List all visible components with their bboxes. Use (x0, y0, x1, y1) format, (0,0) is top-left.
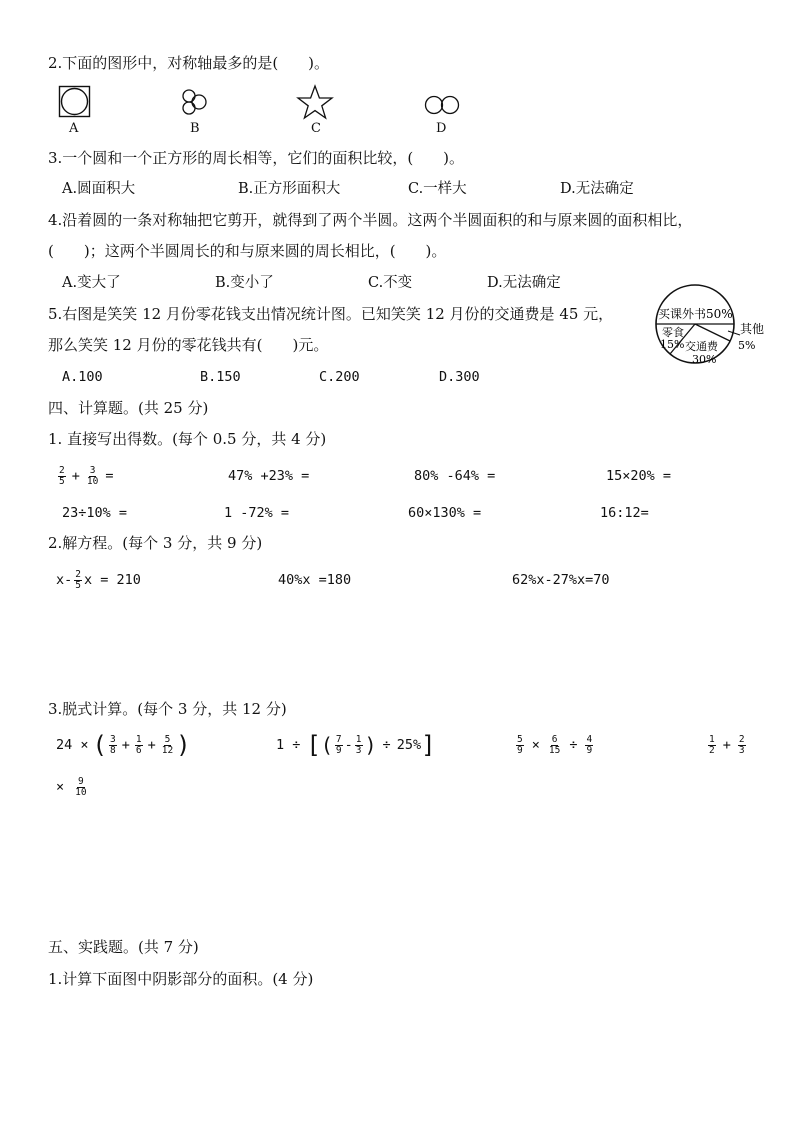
calc-item-8: 16:12= (600, 505, 649, 521)
equation-1-pre: x- (56, 572, 73, 588)
expression-1-lead: 24 × (56, 737, 89, 753)
plus-sign: + (722, 737, 731, 753)
times-sign: × (56, 779, 65, 795)
calc-item-5: 23÷10% = (62, 505, 128, 521)
q4-option-a: A.变大了 (62, 275, 121, 291)
q5-option-d: D.300 (439, 369, 480, 385)
q4-option-b: B.变小了 (215, 275, 274, 291)
q3-option-b: B.正方形面积大 (238, 181, 341, 197)
q5-option-a: A.100 (62, 369, 103, 385)
section-4-title: 四、计算题。(共 25 分) (48, 399, 209, 417)
expression-2-tail: 25% (396, 737, 422, 753)
plus-sign: + (121, 737, 130, 753)
section-4-part3-title: 3.脱式计算。(每个 3 分，共 12 分) (48, 700, 287, 718)
equals-sign: = (105, 468, 114, 484)
times-sign: × (531, 737, 540, 753)
minus-sign: - (344, 737, 353, 753)
figure-label-a: A (69, 121, 79, 136)
expression-2-lead: 1 ÷ (276, 737, 301, 753)
calc-item-2: 47% +23% = (228, 468, 310, 484)
equation-2: 40%x =180 (278, 572, 352, 588)
allowance-pie-chart (650, 283, 775, 373)
fraction: $\frac{2}{5}$ (59, 464, 65, 487)
q2-stem: 2.下面的图形中，对称轴最多的是( )。 (48, 54, 330, 72)
equation-1 (56, 566, 141, 594)
calc-item-7: 60×130% = (408, 505, 482, 521)
q3-option-c: C.一样大 (408, 181, 467, 197)
calc-item-4: 15×20% = (606, 468, 672, 484)
q5-stem-line2: 那么笑笑 12 月份的零花钱共有( )元。 (48, 336, 329, 354)
fraction: $\frac{2}{5}$ (75, 568, 81, 591)
q3-option-d: D.无法确定 (560, 181, 634, 197)
three-circles-icon (180, 88, 210, 118)
q3-option-a: A.圆面积大 (62, 181, 136, 197)
divide-sign: ÷ (382, 737, 391, 753)
expression-4-part2: × $\frac{9}{10}$ (56, 775, 87, 798)
calc-item-frac-sum (56, 462, 113, 490)
calc-item-6: 1 -72% = (224, 505, 290, 521)
q4-stem-line2: ( )；这两个半圆周长的和与原来圆的周长相比，( )。 (48, 242, 447, 260)
expression-2: 1 ÷ [ ( $\frac{7}{9}$ - $\frac{1}{3}$ ) ÷ 25% ] (276, 731, 436, 759)
q5-stem-line1: 5.右图是笑笑 12 月份零花钱支出情况统计图。已知笑笑 12 月份的交通费是 45 元， (48, 305, 614, 323)
pie-label-other: 其他 (740, 322, 765, 336)
section-5-title: 五、实践题。(共 7 分) (48, 938, 199, 956)
expression-3: $\frac{5}{9}$ × $\frac{6}{15}$ ÷ $\frac{4}{9}$ (517, 733, 593, 756)
plus-sign: + (147, 737, 156, 753)
equation-1-post: x = 210 (84, 572, 141, 588)
figure-label-d: D (436, 121, 447, 136)
q4-stem-line1: 4.沿着圆的一条对称轴把它剪开，就得到了两个半圆。这两个半圆面积的和与原来圆的面积相比， (48, 211, 693, 229)
fraction: $\frac{3}{10}$ (86, 464, 99, 487)
q5-option-c: C.200 (319, 369, 360, 385)
equation-3: 62%x-27%x=70 (512, 572, 610, 588)
q4-option-d: D.无法确定 (487, 275, 561, 291)
circle-in-square-icon (58, 85, 92, 119)
figure-label-c: C (311, 121, 321, 136)
q3-stem: 3.一个圆和一个正方形的周长相等，它们的面积比较，( )。 (48, 149, 465, 167)
divide-sign: ÷ (569, 737, 578, 753)
q4-option-c: C.不变 (368, 275, 413, 291)
expression-1: 24 × ( $\frac{3}{8}$ + $\frac{1}{6}$ + $\frac{5}{12}$ ) (56, 731, 191, 759)
pie-pct-snacks: 15% (660, 338, 685, 351)
pie-label-transport: 交通费 (685, 340, 718, 353)
figure-label-b: B (190, 121, 200, 136)
expression-4-part1: $\frac{1}{2}$ + $\frac{2}{3}$ (709, 733, 745, 756)
pie-pct-transport: 30% (692, 353, 717, 366)
two-circles-icon (423, 94, 461, 116)
pie-pct-other: 5% (738, 339, 756, 352)
section-4-part1-title: 1. 直接写出得数。(每个 0.5 分，共 4 分) (48, 430, 327, 448)
section-4-part2-title: 2.解方程。(每个 3 分，共 9 分) (48, 534, 263, 552)
pie-label-snacks: 零食 (662, 326, 684, 339)
pie-label-books: 买课外书50% (658, 307, 733, 321)
q5-option-b: B.150 (200, 369, 241, 385)
star-icon (296, 84, 334, 120)
calc-item-3: 80% -64% = (414, 468, 496, 484)
section-5-part1-title: 1.计算下面图中阴影部分的面积。(4 分) (48, 970, 314, 988)
plus-sign: + (71, 468, 80, 484)
